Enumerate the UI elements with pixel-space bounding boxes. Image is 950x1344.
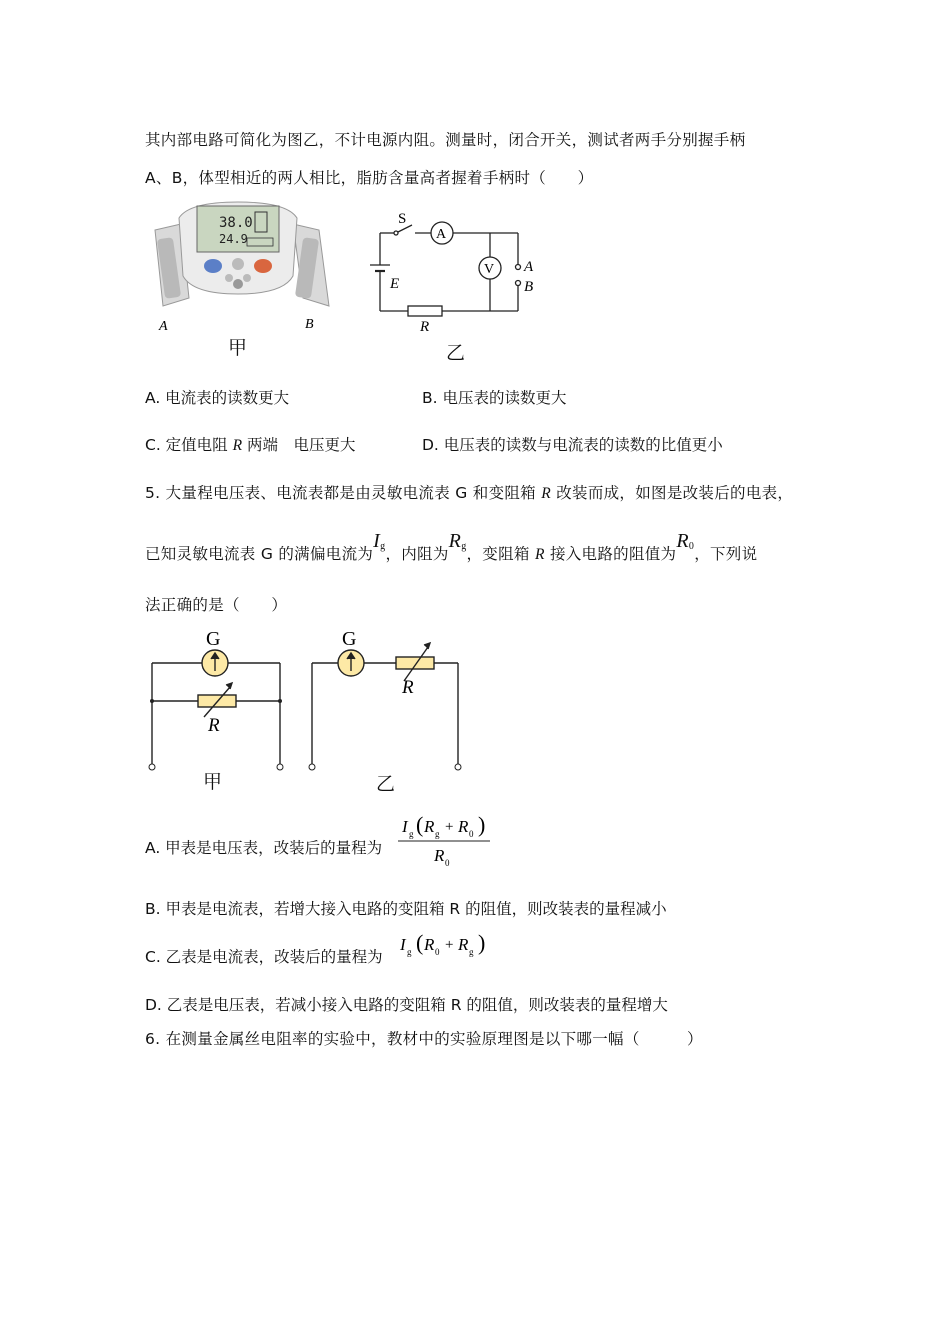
terminal-a-label: A	[524, 259, 534, 275]
svg-text:g: g	[469, 947, 474, 957]
fig-right-caption: 乙	[446, 342, 466, 364]
svg-text:(: (	[416, 812, 424, 837]
switch-label: S	[398, 211, 407, 227]
q4-option-d: D. 电压表的读数与电流表的读数的比值更小	[422, 436, 723, 454]
svg-text:R: R	[424, 935, 435, 954]
handle-label-b: B	[305, 317, 314, 332]
circuit-jia-q5	[140, 625, 300, 775]
q4-stem-line2: A、B，体型相近的两人相比，脂肪含量高者握着手柄时（ ）	[145, 169, 594, 187]
q4-option-a: A. 电流表的读数更大	[145, 389, 290, 407]
galvanometer-label-yi: G	[342, 628, 357, 650]
rheostat-label-yi: R	[402, 677, 414, 698]
display-bottom-value: 24.9	[219, 232, 248, 246]
q5-stem-line1: 5. 大量程电压表、电流表都是由灵敏电流表 G 和变阻箱 R 改装而成，如图是改装后的电表，	[145, 484, 794, 502]
fig-left-caption: 甲	[228, 337, 248, 359]
svg-text:): )	[478, 812, 486, 837]
formula-option-c	[396, 928, 496, 964]
rheostat-label-jia: R	[208, 715, 220, 736]
svg-text:0: 0	[435, 947, 440, 957]
ammeter-label: A	[436, 227, 447, 242]
fig-jia-caption: 甲	[203, 771, 223, 793]
q5-option-d: D. 乙表是电压表，若减小接入电路的变阻箱 R 的阻值，则改装表的量程增大	[145, 996, 668, 1014]
svg-text:+: +	[445, 819, 454, 835]
q5-option-a: A. 甲表是电压表，改装后的量程为	[145, 839, 383, 857]
q6-stem-line1: 6. 在测量金属丝电阻率的实验中，教材中的实验原理图是以下哪一幅（ ）	[145, 1030, 703, 1048]
fig-yi-caption: 乙	[376, 773, 396, 795]
svg-text:(: (	[416, 930, 424, 955]
handle-label-a: A	[159, 319, 168, 334]
svg-text:g: g	[409, 829, 414, 839]
resistor-label: R	[420, 319, 430, 335]
circuit-yi-q5	[300, 625, 470, 775]
svg-text:R: R	[458, 817, 469, 836]
q5-stem-line2: 已知灵敏电流表 G 的满偏电流为$I^g$，内阻为$R^g$，变阻箱 R 接入电路的阻值为$R^0$，下列说	[145, 530, 758, 563]
svg-text:0: 0	[445, 858, 450, 868]
body-fat-meter-figure	[143, 198, 333, 338]
q4-stem-line1: 其内部电路可简化为图乙，不计电源内阻。测量时，闭合开关，测试者两手分别握手柄	[145, 131, 746, 149]
svg-text:R: R	[434, 846, 445, 865]
svg-text:+: +	[445, 937, 454, 953]
galvanometer-label-jia: G	[206, 628, 221, 650]
svg-text:g: g	[435, 829, 440, 839]
svg-text:R: R	[458, 935, 469, 954]
q5-option-c: C. 乙表是电流表，改装后的量程为	[145, 948, 383, 966]
svg-text:g: g	[407, 947, 412, 957]
blue-button-icon	[204, 259, 222, 273]
orange-button-icon	[254, 259, 272, 273]
q5-option-b: B. 甲表是电流表，若增大接入电路的变阻箱 R 的阻值，则改装表的量程减小	[145, 900, 667, 918]
battery-label: E	[390, 276, 400, 292]
svg-text:I: I	[400, 935, 406, 954]
q5-stem-line3: 法正确的是（ ）	[145, 596, 288, 614]
svg-text:I: I	[402, 817, 408, 836]
q4-option-c: C. 定值电阻 R 两端 电压更大	[145, 436, 356, 454]
circuit-diagram-q4	[360, 205, 560, 335]
voltmeter-label: V	[484, 262, 495, 277]
terminal-b-label: B	[524, 279, 534, 295]
formula-option-a	[396, 808, 496, 870]
display-top-value: 38.0	[219, 215, 253, 231]
svg-text:0: 0	[469, 829, 474, 839]
svg-text:): )	[478, 930, 486, 955]
svg-text:R: R	[424, 817, 435, 836]
q4-option-b: B. 电压表的读数更大	[422, 389, 567, 407]
